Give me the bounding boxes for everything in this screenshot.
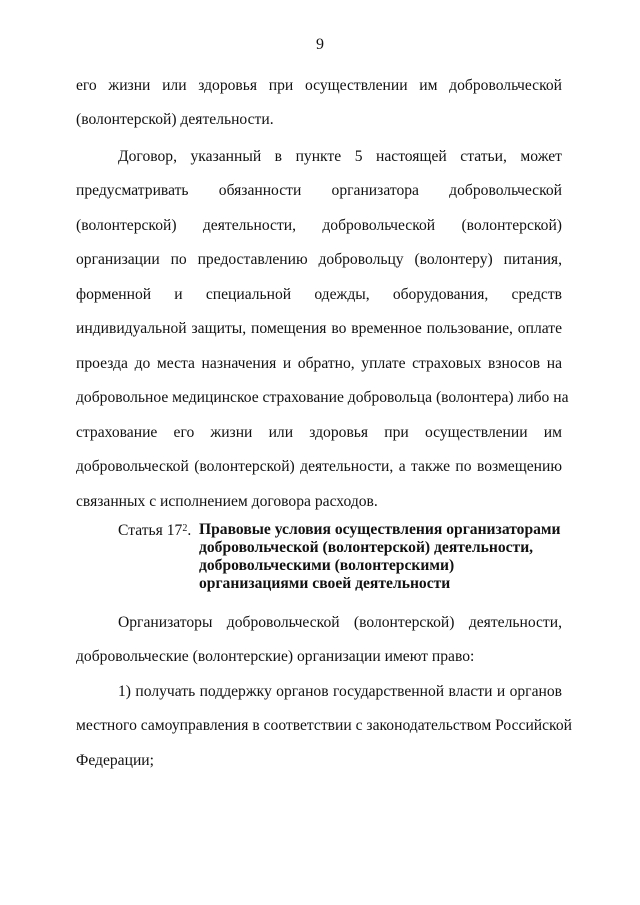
paragraph-line: предусматривать обязанности организатора добровольческой (76, 182, 562, 199)
paragraph-line: его жизни или здоровья при осуществлении им добровольческой (76, 77, 562, 94)
paragraph-line: организации по предоставлению добровольцу (волонтеру) питания, (76, 251, 562, 268)
article-title-line: организациями своей деятельности (199, 575, 451, 592)
paragraph-line: проезда до места назначения и обратно, уплате страховых взносов на (76, 355, 562, 372)
article-title (199, 521, 569, 593)
paragraph-line: (волонтерской) деятельности. (76, 111, 274, 128)
paragraph-line: страхование его жизни или здоровья при осуществлении им (76, 424, 562, 441)
article-superscript: 2 (182, 523, 188, 534)
paragraph-line: добровольное медицинское страхование добровольца (волонтера) либо на (76, 389, 569, 406)
article-title-line: добровольческой (волонтерской) деятельности, (199, 539, 534, 556)
paragraph-line: связанных с исполнением договора расходов. (76, 493, 378, 510)
paragraph-line: Федерации; (76, 752, 154, 769)
paragraph-line: (волонтерской) деятельности, добровольческой (волонтерской) (76, 217, 562, 234)
paragraph-line: Организаторы добровольческой (волонтерской) деятельности, (118, 614, 562, 631)
paragraph-line: местного самоуправления в соответствии с законодательством Российской (76, 717, 572, 734)
article-title-line: добровольческими (волонтерскими) (199, 557, 455, 574)
article-title-line: Правовые условия осуществления организаторами (199, 521, 561, 538)
article-label (118, 521, 191, 541)
paragraph-line: индивидуальной защиты, помещения во временное пользование, оплате (76, 320, 562, 337)
paragraph-line: 1) получать поддержку органов государственной власти и органов (118, 683, 562, 700)
paragraph-line: добровольческой (волонтерской) деятельности, а также по возмещению (76, 458, 562, 475)
article-label-suffix: . (187, 522, 192, 539)
paragraph-line: форменной и специальной одежды, оборудования, средств (76, 286, 562, 303)
article-label-text: Статья 17 (118, 522, 183, 539)
page-number: 9 (316, 36, 324, 53)
paragraph-line: добровольческие (волонтерские) организации имеют право: (76, 648, 475, 665)
paragraph-line: Договор, указанный в пункте 5 настоящей статьи, может (118, 148, 562, 165)
